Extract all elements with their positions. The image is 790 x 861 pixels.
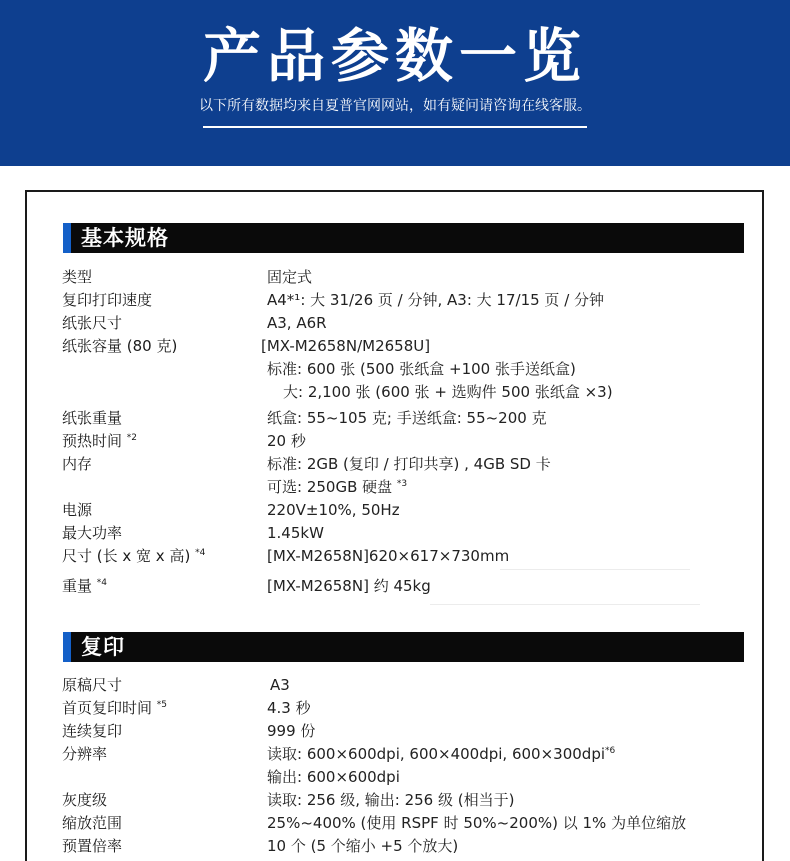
spec-value: 25%~400% (使用 RSPF 时 50%~200%) 以 1% 为单位缩放 xyxy=(267,814,687,832)
spec-value: [MX-M2658N/M2658U] xyxy=(261,337,431,355)
spec-value: 读取: 256 级, 输出: 256 级 (相当于) xyxy=(267,791,515,809)
spec-label: 电源 xyxy=(62,501,93,519)
header-banner xyxy=(0,0,790,166)
spec-label: 分辨率 xyxy=(62,745,108,763)
spec-label: 预置倍率 xyxy=(62,837,123,855)
footnote-mark: *4 xyxy=(195,548,206,558)
spec-label: 纸张尺寸 xyxy=(62,314,123,332)
section-accent xyxy=(63,632,71,662)
spec-label: 灰度级 xyxy=(62,791,108,809)
spec-value: 纸盒: 55~105 克; 手送纸盒: 55~200 克 xyxy=(267,409,547,427)
spec-value: 固定式 xyxy=(267,268,313,286)
page-subtitle: 以下所有数据均来自夏普官网网站，如有疑问请咨询在线客服。 xyxy=(199,98,591,114)
footnote-mark: *6 xyxy=(605,746,616,756)
section-accent xyxy=(63,223,71,253)
page-title: 产品参数一览 xyxy=(202,22,587,90)
spec-label: 内存 xyxy=(62,455,93,473)
section-title-copy: 复印 xyxy=(81,635,125,659)
spec-value: [MX-M2658N] 约 45kg xyxy=(267,577,431,595)
spec-label: 尺寸 (长 x 宽 x 高) $^{*4}$ xyxy=(62,547,206,565)
footnote-mark: *4 xyxy=(96,578,108,588)
footnote-mark: *2 xyxy=(126,433,138,443)
footnote-mark: *3 xyxy=(396,479,408,489)
section-header-copy xyxy=(63,632,744,662)
spec-label: 类型 xyxy=(62,268,93,286)
spec-value: 220V±10%, 50Hz xyxy=(267,501,400,519)
spec-value: 标准: 2GB (复印 / 打印共享) , 4GB SD 卡 xyxy=(267,455,551,473)
spec-label: 复印打印速度 xyxy=(62,291,153,309)
spec-value: 大: 2,100 张 (600 张 + 选购件 500 张纸盒 ×3) xyxy=(283,383,613,401)
spec-value: 999 份 xyxy=(267,722,316,740)
spec-value: 1.45kW xyxy=(267,524,324,542)
divider xyxy=(430,604,700,605)
spec-value: 可选: 250GB 硬盘 $^{*3}$ xyxy=(267,478,408,496)
spec-value: 标准: 600 张 (500 张纸盒 +100 张手送纸盒) xyxy=(267,360,576,378)
footnote-mark: *5 xyxy=(156,700,168,710)
subtitle-underline xyxy=(203,126,587,128)
spec-value: 输出: 600×600dpi xyxy=(267,768,400,786)
spec-value: A4*¹: 大 31/26 页 / 分钟, A3: 大 17/15 页 / 分钟 xyxy=(267,291,605,309)
spec-label: 重量 $^{*4}$ xyxy=(62,577,108,595)
spec-value: A3, A6R xyxy=(267,314,327,332)
spec-value: 20 秒 xyxy=(267,432,306,450)
spec-label: 原稿尺寸 xyxy=(62,676,123,694)
spec-value: [MX-M2658N]620×617×730mm xyxy=(267,547,510,565)
spec-value: A3 xyxy=(270,676,290,694)
spec-label: 纸张容量 (80 克) xyxy=(62,337,178,355)
spec-value: 4.3 秒 xyxy=(267,699,311,717)
spec-label: 最大功率 xyxy=(62,524,123,542)
spec-label: 连续复印 xyxy=(62,722,123,740)
section-header-basic xyxy=(63,223,744,253)
spec-label: 首页复印时间 $^{*5}$ xyxy=(62,699,168,717)
spec-value: 10 个 (5 个缩小 +5 个放大) xyxy=(267,837,459,855)
spec-label: 预热时间 $^{*2}$ xyxy=(62,432,138,450)
spec-label: 纸张重量 xyxy=(62,409,123,427)
section-title-basic: 基本规格 xyxy=(81,226,169,250)
spec-label: 缩放范围 xyxy=(62,814,123,832)
divider xyxy=(500,569,690,570)
spec-value: 读取: 600×600dpi, 600×400dpi, 600×300dpi$^{*6}$ xyxy=(267,745,616,763)
